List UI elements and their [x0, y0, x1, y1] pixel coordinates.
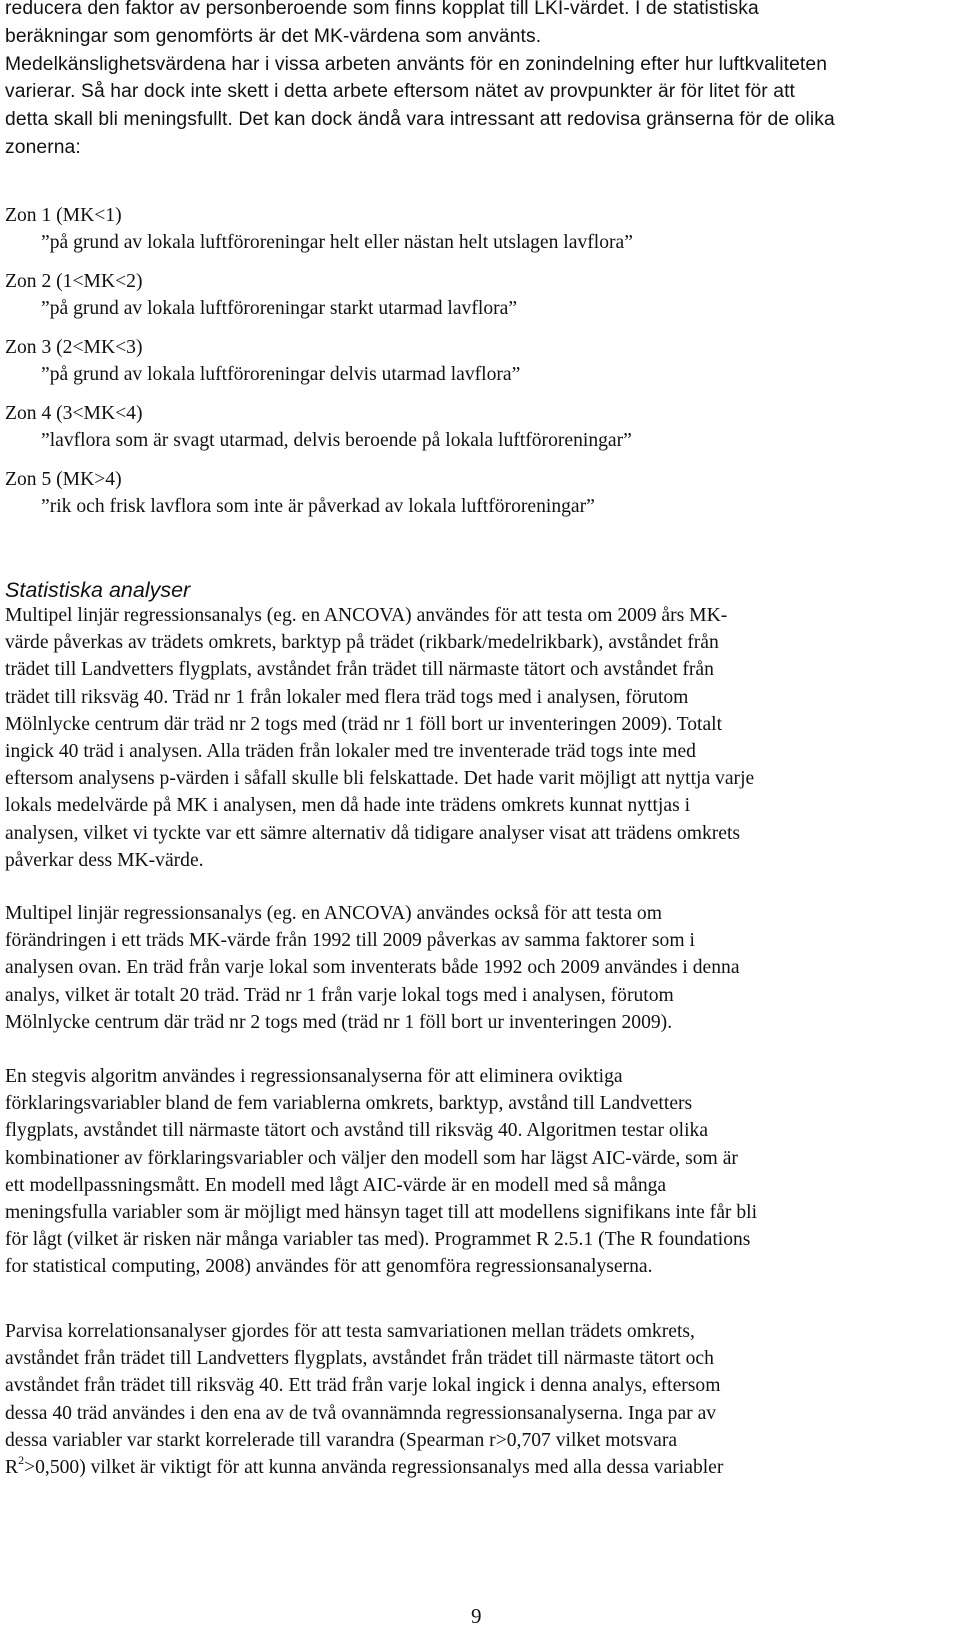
- text-line: dessa variabler var starkt korrelerade till varandra (Spearman r>0,707 vilket motsvara: [5, 1429, 678, 1451]
- text-line: Multipel linjär regressionsanalys (eg. en ANCOVA) användes för att testa om 2009 års MK-: [5, 605, 728, 626]
- paragraph-2: [5, 900, 740, 1036]
- text-line: detta skall bli meningsfullt. Det kan dock ändå vara intressant att redovisa gränserna för de olika: [5, 109, 835, 131]
- page-number: 9: [471, 1604, 482, 1628]
- zone-label: Zon 2 (1<MK<2): [5, 271, 143, 292]
- zone-label: Zon 1 (MK<1): [5, 205, 122, 226]
- text-line: for statistical computing, 2008) användes för att genomföra regressionsanalyserna.: [5, 1256, 653, 1278]
- superscript-2: 2: [18, 1453, 25, 1468]
- text-line: trädet till riksväg 40. Träd nr 1 från lokaler med flera träd togs med i analysen, förutom: [5, 686, 689, 708]
- text-line: flygplats, avståndet till närmaste tätort och avstånd till riksväg 40. Algoritmen testar olika: [5, 1120, 709, 1142]
- text-line: Mölnlycke centrum där träd nr 2 togs med (träd nr 1 föll bort ur inventeringen 2009).: [5, 1011, 673, 1033]
- r-symbol: R: [5, 1457, 19, 1479]
- text-line: eftersom analysens p-värden i såfall skulle bli felskattade. Det hade varit möjligt att nyttja varje: [5, 768, 755, 790]
- text-line: Medelkänslighetsvärdena har i vissa arbeten använts för en zonindelning efter hur luftkvaliteten: [5, 53, 828, 75]
- text-line: påverkar dess MK-värde.: [5, 849, 204, 871]
- paragraph-3: [5, 1063, 757, 1281]
- zone-item: [5, 268, 517, 322]
- text-line: meningsfulla variabler som är möjligt med hänsyn taget till att modellens signifikans inte får bli: [5, 1202, 758, 1224]
- zone-description: ”rik och frisk lavflora som inte är påverkad av lokala luftföroreningar”: [41, 496, 595, 518]
- text-fragment: >0,500) vilket är viktigt för att kunna använda regressionsanalys med alla dessa variabler: [24, 1457, 724, 1479]
- text-line: En stegvis algoritm användes i regressionsanalyserna för att eliminera oviktiga: [5, 1066, 623, 1087]
- zone-item: [5, 466, 595, 520]
- text-line: analys, vilket är totalt 20 träd. Träd nr 1 från varje lokal togs med i analysen, förutom: [5, 984, 674, 1006]
- zone-description: ”på grund av lokala luftföroreningar helt eller nästan helt utslagen lavflora”: [41, 232, 633, 254]
- text-line: beräkningar som genomförts är det MK-värdena som använts.: [5, 25, 542, 47]
- text-line: analysen ovan. En träd från varje lokal som inventerats både 1992 och 2009 användes i denna: [5, 957, 740, 979]
- text-line-with-superscript: [5, 1454, 723, 1481]
- zone-description: ”lavflora som är svagt utarmad, delvis beroende på lokala luftföroreningar”: [41, 430, 632, 452]
- zone-label: Zon 3 (2<MK<3): [5, 337, 143, 358]
- text-line: analysen, vilket vi tyckte var ett sämre alternativ då tidigare analyser visat att trädens omkrets: [5, 822, 741, 844]
- zone-description: ”på grund av lokala luftföroreningar starkt utarmad lavflora”: [41, 298, 518, 320]
- text-line: Multipel linjär regressionsanalys (eg. en ANCOVA) användes också för att testa om: [5, 903, 662, 924]
- paragraph-1: [5, 602, 754, 874]
- text-line: förklaringsvariabler bland de fem variablerna omkrets, barktyp, avstånd till Landvetters: [5, 1093, 693, 1115]
- zone-item: [5, 400, 632, 454]
- text-line: avståndet från trädet till riksväg 40. Ett träd från varje lokal ingick i denna analys, eftersom: [5, 1375, 721, 1397]
- zone-item: [5, 334, 520, 388]
- section-heading: Statistiska analyser: [5, 578, 191, 602]
- text-line: trädet till Landvetters flygplats, avståndet från trädet till närmaste tätort och avståndet från: [5, 659, 714, 681]
- text-line: zonerna:: [5, 136, 81, 158]
- text-line: ett modellpassningsmått. En modell med lågt AIC-värde är en modell med så många: [5, 1174, 667, 1196]
- text-line: dessa 40 träd användes i den ena av de två ovannämnda regressionsanalyserna. Inga par av: [5, 1402, 717, 1424]
- intro-paragraph: [5, 0, 835, 162]
- zone-label: Zon 5 (MK>4): [5, 469, 122, 490]
- paragraph-4: [5, 1318, 723, 1481]
- text-line: avståndet från trädet till Landvetters flygplats, avståndet från trädet till närmaste tätort och: [5, 1348, 714, 1370]
- zone-item: [5, 202, 633, 256]
- text-line: Parvisa korrelationsanalyser gjordes för att testa samvariationen mellan trädets omkrets,: [5, 1321, 695, 1342]
- text-line: värde påverkas av trädets omkrets, barktyp på trädet (rikbark/medelrikbark), avståndet från: [5, 632, 719, 654]
- zone-description: ”på grund av lokala luftföroreningar delvis utarmad lavflora”: [41, 364, 521, 386]
- text-line: lokals medelvärde på MK i analysen, men då hade inte trädens omkrets kunnat nyttjas i: [5, 795, 691, 817]
- text-line: reducera den faktor av personberoende som finns kopplat till LKI-värdet. I de statistiska: [5, 0, 759, 19]
- text-line: för lågt (vilket är risken när många variabler tas med). Programmet R 2.5.1 (The R foundations: [5, 1229, 751, 1251]
- zone-label: Zon 4 (3<MK<4): [5, 403, 143, 424]
- text-line: kombinationer av förklaringsvariabler och väljer den modell som har lägst AIC-värde, som är: [5, 1147, 738, 1169]
- text-line: Mölnlycke centrum där träd nr 2 togs med (träd nr 1 föll bort ur inventeringen 2009). Totalt: [5, 713, 723, 735]
- text-line: förändringen i ett träds MK-värde från 1992 till 2009 påverkas av samma faktorer som i: [5, 930, 695, 952]
- text-line: varierar. Så har dock inte skett i detta arbete eftersom nätet av provpunkter är för litet för att: [5, 81, 796, 103]
- text-line: ingick 40 träd i analysen. Alla träden från lokaler med tre inventerade träd togs inte med: [5, 741, 696, 763]
